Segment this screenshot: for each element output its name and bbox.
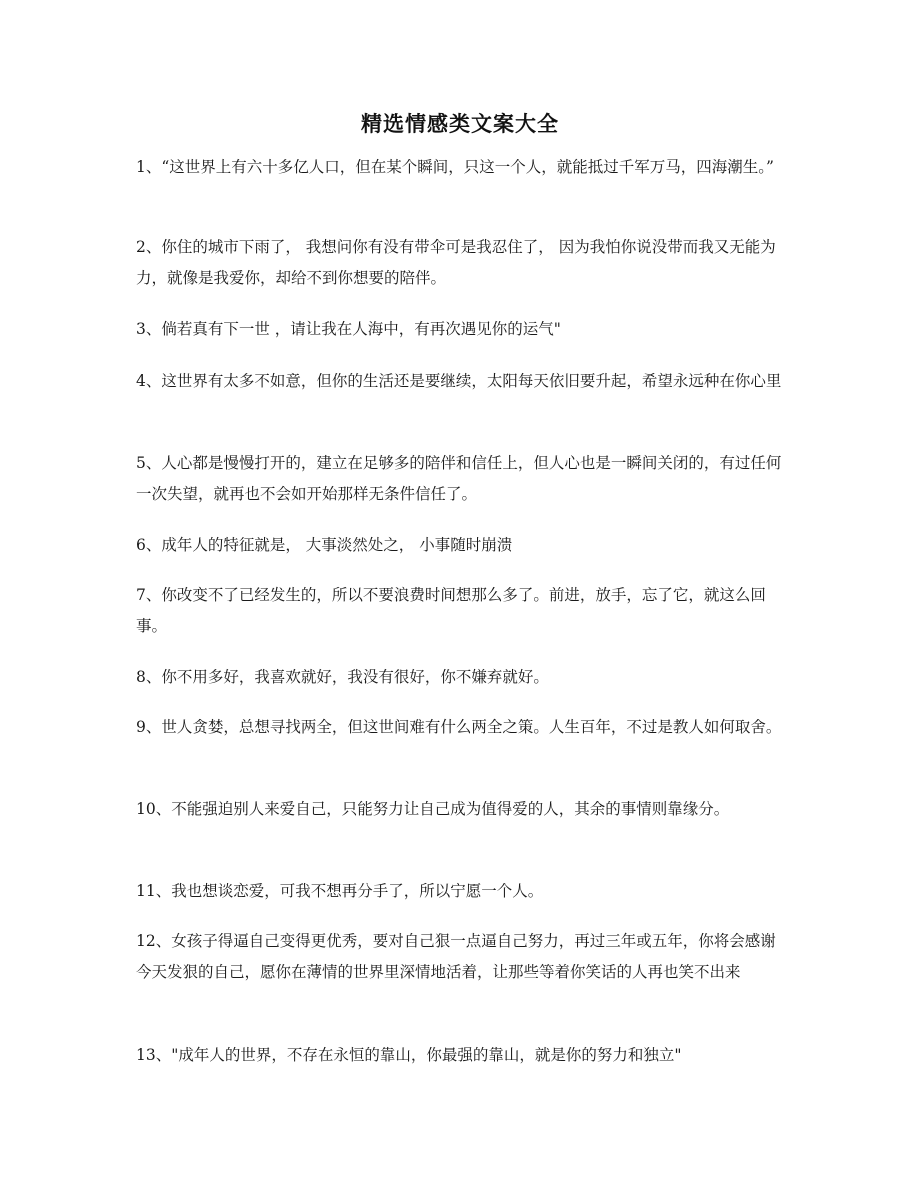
paragraph-11: 11、我也想谈恋爱，可我不想再分手了，所以宁愿一个人。 [136, 882, 544, 900]
paragraph-8: 8、你不用多好，我喜欢就好，我没有很好，你不嫌弃就好。 [136, 668, 549, 686]
paragraph-2: 2、你住的城市下雨了， 我想问你有没有带伞可是我忍住了， 因为我怕你说没带而我又无能为力，就像是我爱你，却给不到你想要的陪伴。 [136, 238, 776, 287]
paragraph-7: 7、你改变不了已经发生的，所以不要浪费时间想那么多了。前进，放手，忘了它，就这么回事。 [136, 586, 766, 635]
paragraph-1: 1、“这世界上有六十多亿人口，但在某个瞬间，只这一个人，就能抵过千军万马，四海潮生。” [136, 158, 774, 176]
paragraph-4: 4、这世界有太多不如意，但你的生活还是要继续，太阳每天依旧要升起，希望永远种在你心里 [136, 372, 782, 390]
paragraph-6: 6、成年人的特征就是， 大事淡然处之， 小事随时崩溃 [136, 536, 513, 554]
paragraph-3: 3、倘若真有下一世 ，请让我在人海中，有再次遇见你的运气" [136, 320, 561, 338]
paragraph-12: 12、女孩子得逼自己变得更优秀，要对自己狠一点逼自己努力，再过三年或五年，你将会感谢今天发狠的自己，愿你在薄情的世界里深情地活着，让那些等着你笑话的人再也笑不出来 [136, 932, 776, 981]
paragraph-13: 13、"成年人的世界，不存在永恒的靠山，你最强的靠山，就是你的努力和独立" [136, 1046, 682, 1064]
paragraph-10: 10、不能强迫别人来爱自己，只能努力让自己成为值得爱的人，其余的事情则靠缘分。 [136, 800, 730, 818]
paragraph-5: 5、人心都是慢慢打开的，建立在足够多的陪伴和信任上，但人心也是一瞬间关闭的，有过任何一次失望，就再也不会如开始那样无条件信任了。 [136, 454, 782, 503]
paragraph-9: 9、世人贪婪，总想寻找两全，但这世间难有什么两全之策。人生百年，不过是教人如何取舍。 [136, 718, 782, 736]
document-title: 精选情感类文案大全 [361, 111, 559, 136]
